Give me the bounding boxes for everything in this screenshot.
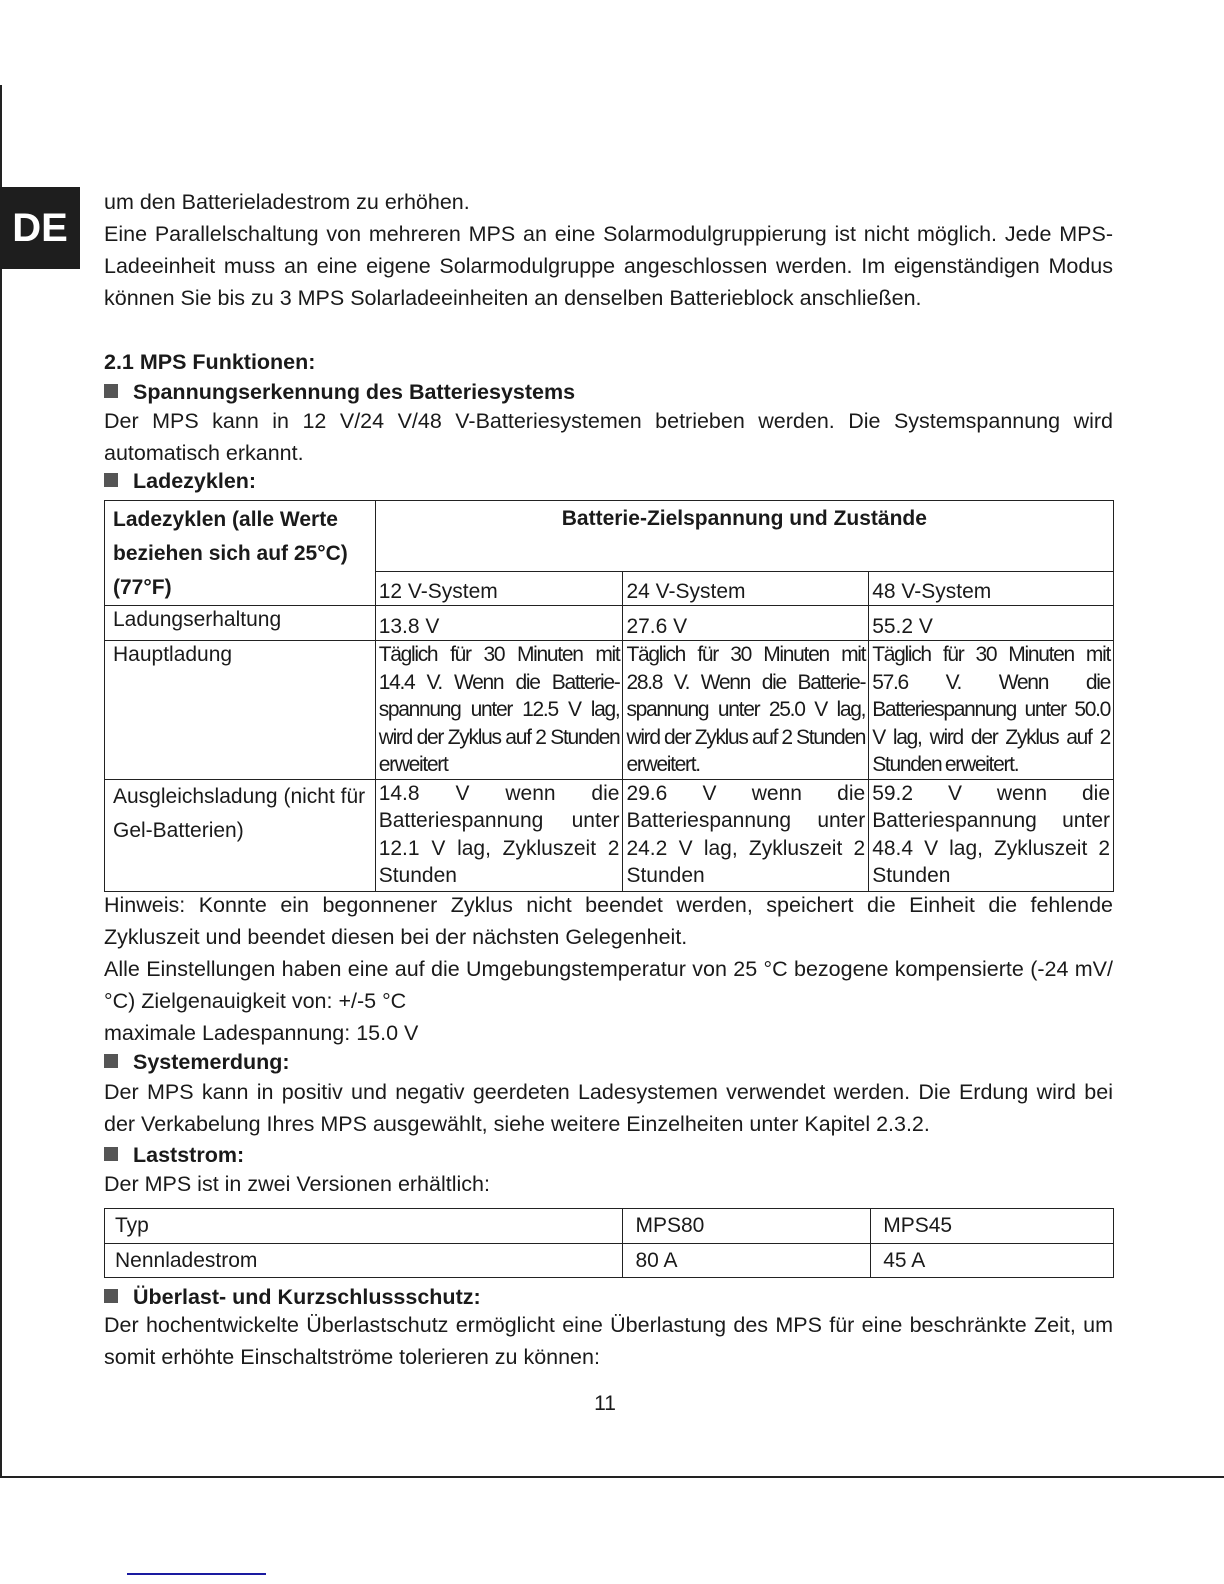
voltage-detection-text: Der MPS kann in 12 V/24 V/48 V-Batteriesystemen betrieben werden. Die Systemspannung wird automatisch erkannt.	[104, 409, 1113, 465]
section-title: 2.1 MPS Funktionen:	[104, 350, 316, 374]
square-bullet-icon	[104, 1054, 118, 1068]
bullet-title: Ladezyklen:	[133, 469, 257, 493]
column-header: MPS45	[871, 1209, 1114, 1244]
column-header: 12 V-System	[375, 572, 623, 606]
bullet-title: Laststrom:	[133, 1143, 245, 1167]
table-cell: 55.2 V	[869, 606, 1114, 641]
bullet-heading-load-current	[104, 1140, 244, 1170]
table-group-header: Batterie-Zielspannung und Zustände	[375, 501, 1113, 572]
table-header-row	[105, 1209, 1114, 1244]
bullet-title: Spannungserkennung des Batteriesystems	[133, 380, 576, 404]
language-tab: DE	[0, 187, 80, 269]
note-text: Hinweis: Konnte ein begonnener Zyklus nicht beendet werden, speichert die Einheit die fehlende Zykluszeit und beendet diesen bei der nächsten Gelegenheit.	[104, 893, 1113, 949]
table-row	[105, 641, 1114, 780]
table-cell: 13.8 V	[375, 606, 623, 641]
table-cell: 80 A	[623, 1244, 871, 1278]
column-header: 24 V-System	[623, 572, 869, 606]
table-cell: Täglich für 30 Minuten mit 28.8 V. Wenn die Batterie-spannung unter 25.0 V lag, wird der Zyklus auf 2 Stunden erweitert.	[623, 641, 869, 780]
table-cell: Täglich für 30 Minuten mit 14.4 V. Wenn die Batterie-spannung unter 12.5 V lag, wird der Zyklus auf 2 Stunden erweitert	[375, 641, 623, 780]
square-bullet-icon	[104, 1289, 118, 1303]
footer-link-underline	[127, 1573, 266, 1575]
page-frame-bottom	[0, 1476, 1224, 1478]
table-corner-header: Ladezyklen (alle Werte beziehen sich auf 25°C) (77°F)	[105, 501, 376, 606]
intro-paragraph: Eine Parallelschaltung von mehreren MPS an eine Solarmodulgruppierung ist nicht möglich. Jede MPS-Ladeeinheit muss an eine eigene Solarmodulgruppe angeschlossen werden. Im eigenständigen Modus können Sie bis zu 3 MPS Solarladeeinheiten an denselben Batterieblock anschließen.	[104, 222, 1113, 310]
table-cell: Täglich für 30 Minuten mit 57.6 V. Wenn die Batteriespannung unter 50.0 V lag, wird der Zyklus auf 2 Stunden erweitert.	[869, 641, 1114, 780]
table-row	[105, 1244, 1114, 1278]
table-row	[105, 779, 1114, 891]
table-cell: 29.6 V wenn die Batteriespannung unter 24.2 V lag, Zykluszeit 2 Stunden	[623, 779, 869, 891]
square-bullet-icon	[104, 1147, 118, 1161]
page-frame-left	[0, 85, 2, 1478]
page-number: 11	[594, 1392, 616, 1415]
table-cell: 59.2 V wenn die Batteriespannung unter 48.4 V lag, Zykluszeit 2 Stunden	[869, 779, 1114, 891]
row-label: Ausgleichsladung (nicht für Gel-Batterien)	[105, 779, 376, 891]
overload-text: Der hochentwickelte Überlastschutz ermöglicht eine Überlastung des MPS für eine beschränkte Zeit, um somit erhöhte Einschaltströme tolerieren zu können:	[104, 1313, 1113, 1369]
load-current-text: Der MPS ist in zwei Versionen erhältlich:	[104, 1172, 490, 1196]
table-cell: 45 A	[871, 1244, 1114, 1278]
max-voltage-text: maximale Ladespannung: 15.0 V	[104, 1021, 419, 1045]
square-bullet-icon	[104, 473, 118, 487]
grounding-text: Der MPS kann in positiv und negativ geerdeten Ladesystemen verwendet werden. Die Erdung wird bei der Verkabelung Ihres MPS ausgewählt, siehe weitere Einzelheiten unter Kapitel 2.3.2.	[104, 1080, 1113, 1136]
versions-table	[104, 1208, 1114, 1278]
table-row	[105, 606, 1114, 641]
bullet-heading-overload	[104, 1282, 481, 1312]
intro-line: um den Batterieladestrom zu erhöhen.	[104, 190, 470, 214]
column-header: Typ	[105, 1209, 623, 1244]
bullet-title: Überlast- und Kurzschlussschutz:	[133, 1285, 481, 1309]
bullet-heading-voltage-detection	[104, 377, 575, 407]
column-header: MPS80	[623, 1209, 871, 1244]
bullet-title: Systemerdung:	[133, 1050, 290, 1074]
column-header: 48 V-System	[869, 572, 1114, 606]
row-label: Hauptladung	[105, 641, 376, 780]
bullet-heading-grounding	[104, 1047, 290, 1077]
charge-cycles-table	[104, 500, 1114, 892]
square-bullet-icon	[104, 384, 118, 398]
settings-text: Alle Einstellungen haben eine auf die Umgebungstemperatur von 25 °C bezogene kompensierte (-24 mV/°C) Zielgenauigkeit von: +/-5 °C	[104, 957, 1113, 1013]
row-label: Ladungserhaltung	[105, 606, 376, 641]
table-cell: 27.6 V	[623, 606, 869, 641]
table-cell: 14.8 V wenn die Batteriespannung unter 12.1 V lag, Zykluszeit 2 Stunden	[375, 779, 623, 891]
bullet-heading-charge-cycles	[104, 466, 256, 496]
row-label: Nennladestrom	[105, 1244, 623, 1278]
